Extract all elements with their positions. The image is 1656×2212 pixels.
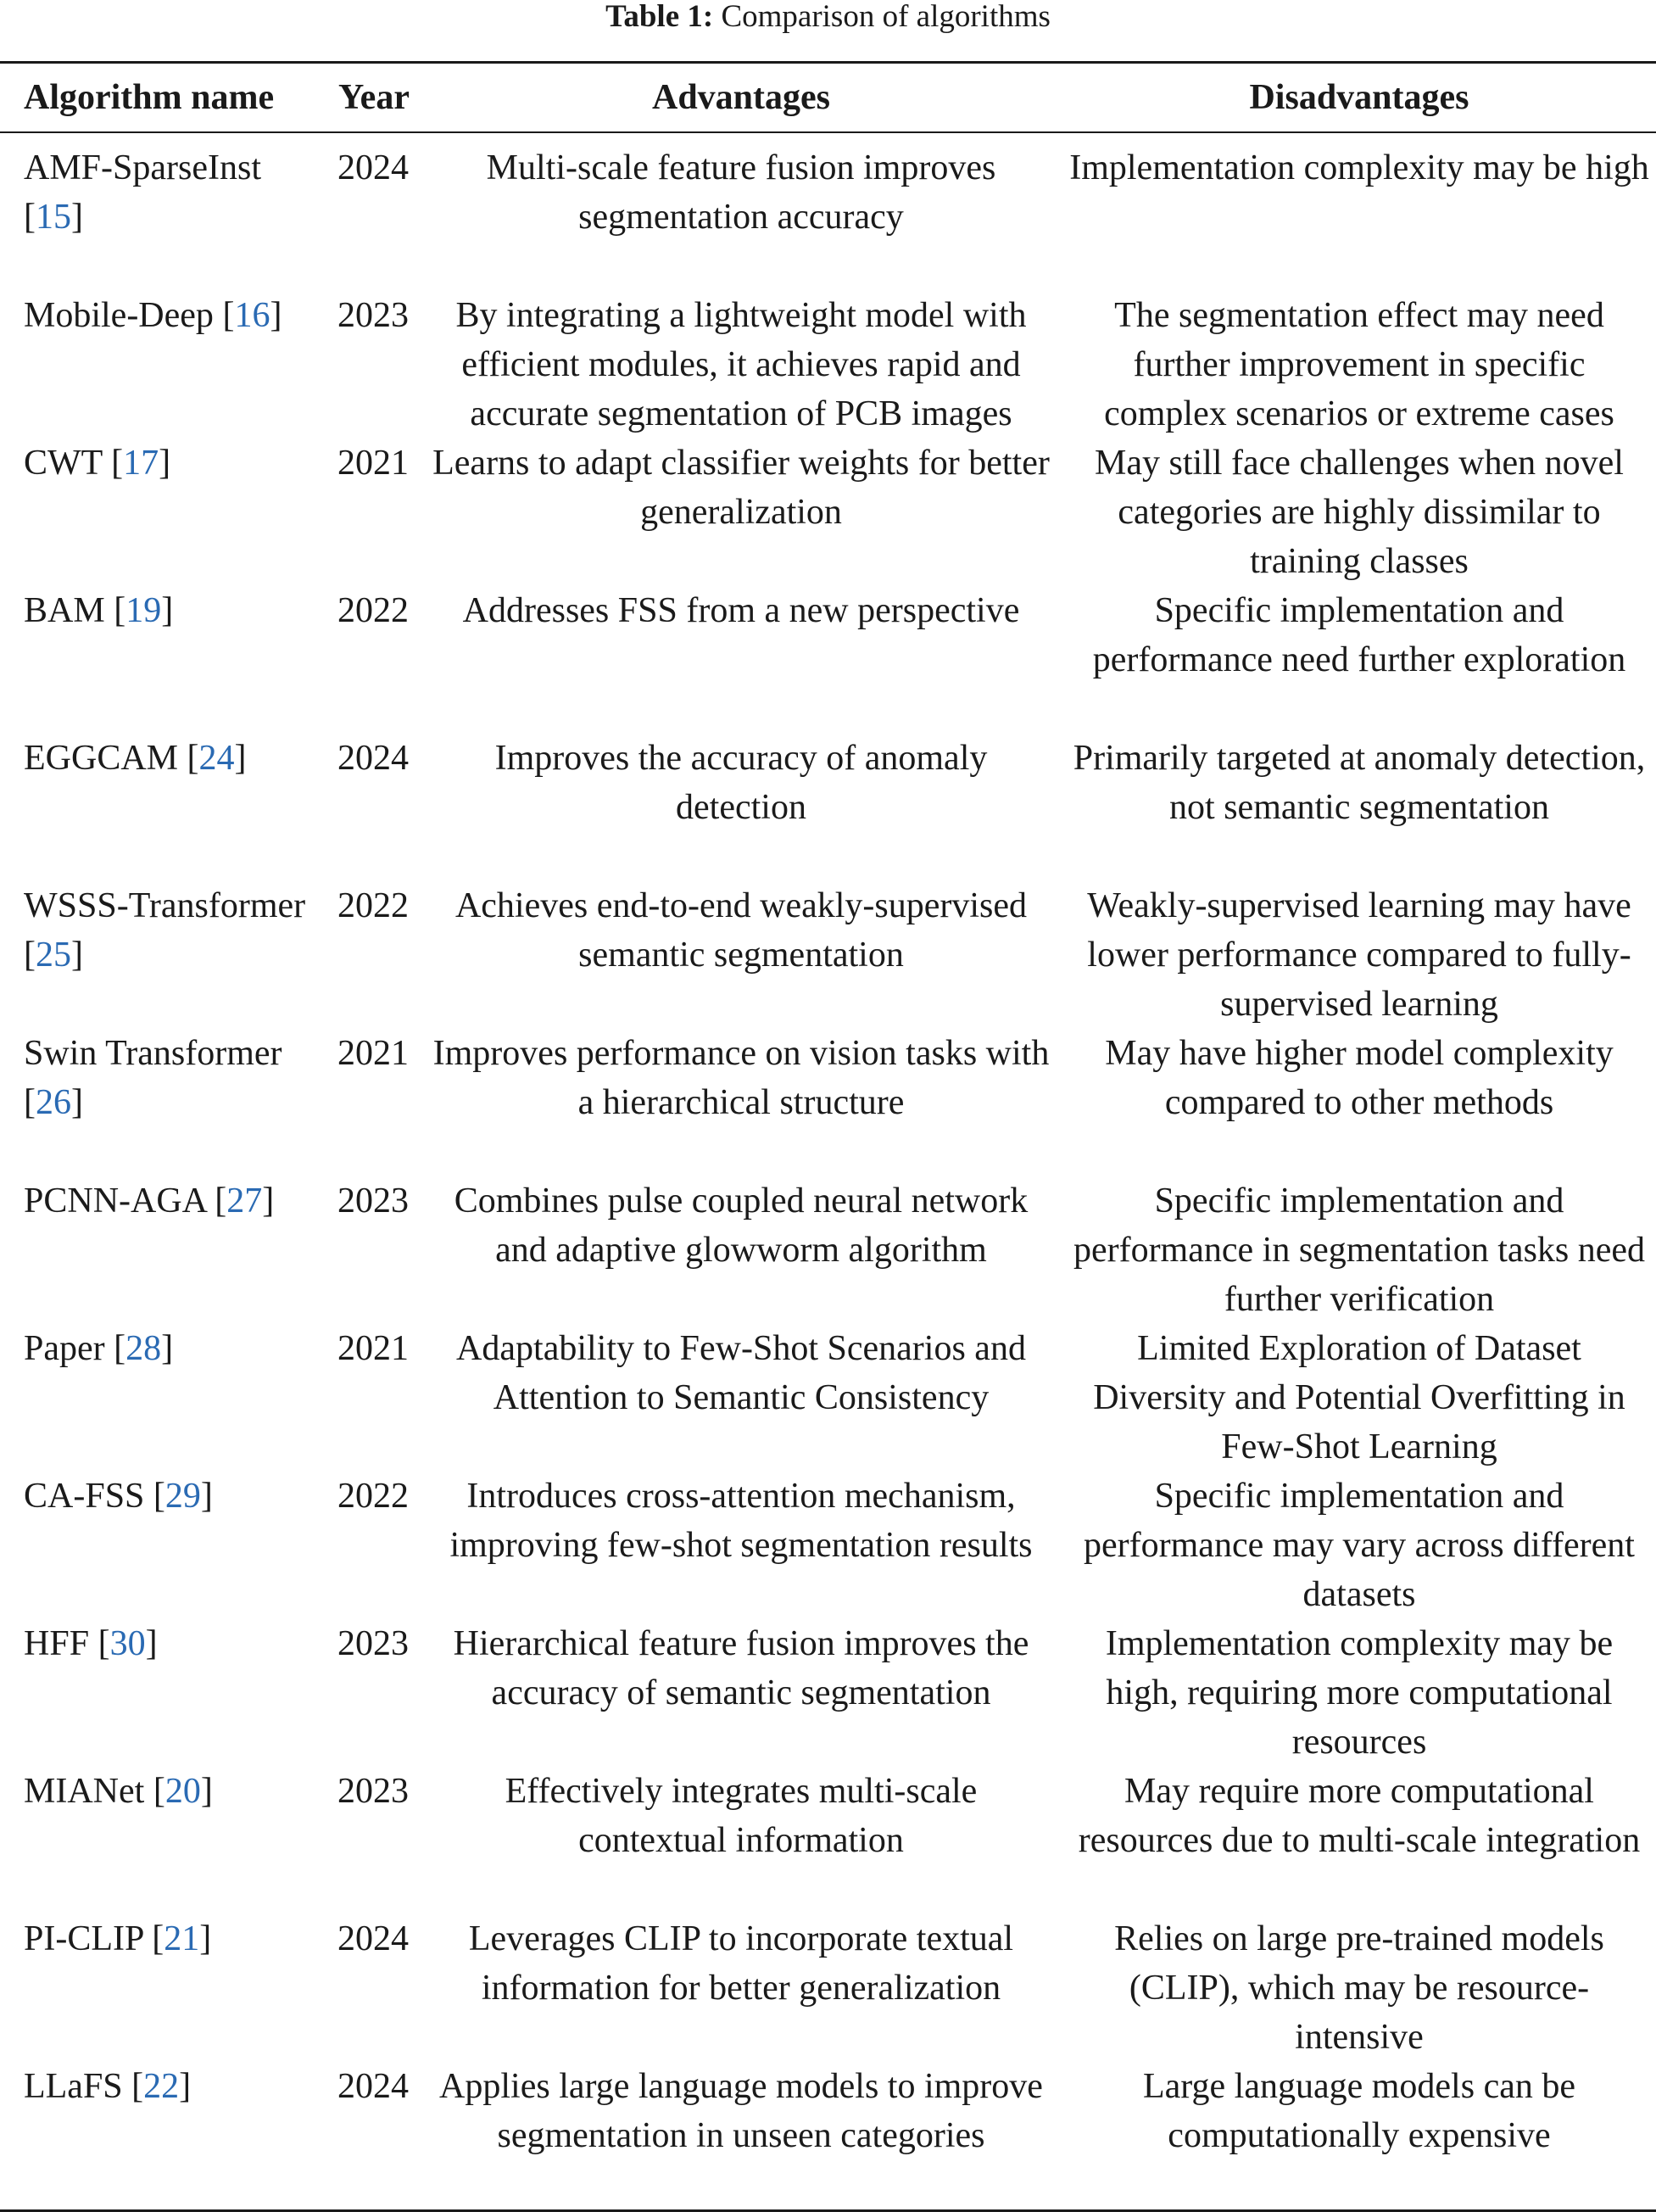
citation-link[interactable]: 16 bbox=[234, 296, 270, 335]
algorithm-name-cell: CWT [17] bbox=[24, 444, 171, 483]
algorithm-name: Swin Transformer bbox=[24, 1034, 282, 1073]
table-caption-label: Table 1: bbox=[605, 0, 714, 34]
table-row bbox=[0, 132, 1656, 291]
disadvantages-cell: Primarily targeted at anomaly detection, not semantic segmentation bbox=[1073, 739, 1646, 827]
algorithm-name-cell: Mobile-Deep [16] bbox=[24, 296, 282, 335]
algorithm-name-cell: Paper [28] bbox=[24, 1329, 174, 1368]
disadvantages-cell: The segmentation effect may need further improvement in specific complex scenarios or extreme cases bbox=[1104, 296, 1614, 433]
header-advantages: Advantages bbox=[651, 78, 831, 117]
citation-link[interactable]: 29 bbox=[164, 1477, 201, 1516]
year-cell: 2024 bbox=[337, 739, 409, 778]
year-cell: 2024 bbox=[337, 2067, 409, 2106]
table-caption-text: Comparison of algorithms bbox=[721, 0, 1051, 34]
comparison-table bbox=[0, 61, 1656, 2212]
algorithm-name: CWT bbox=[24, 444, 103, 483]
citation-link[interactable]: 26 bbox=[36, 1083, 71, 1122]
algorithm-name-cell: WSSS-Transformer [25] bbox=[24, 886, 306, 975]
algorithm-name: Paper bbox=[24, 1329, 105, 1368]
citation-link[interactable]: 19 bbox=[125, 591, 162, 630]
algorithm-name-cell: EGGCAM [24] bbox=[24, 739, 247, 778]
table-row bbox=[0, 2062, 1656, 2211]
advantages-cell: Hierarchical feature fusion improves the accuracy of semantic segmentation bbox=[453, 1624, 1029, 1712]
advantages-cell: Applies large language models to improve segmentation in unseen categories bbox=[439, 2067, 1043, 2155]
disadvantages-cell: Specific implementation and performance in segmentation tasks need further verification bbox=[1073, 1181, 1646, 1319]
citation-link[interactable]: 30 bbox=[109, 1624, 146, 1663]
table-row bbox=[0, 586, 1656, 734]
table-caption bbox=[0, 0, 1656, 37]
disadvantages-cell: Implementation complexity may be high, requiring more computational resources bbox=[1105, 1624, 1614, 1762]
advantages-cell: Combines pulse coupled neural network and adaptive glowworm algorithm bbox=[454, 1181, 1029, 1270]
table-row bbox=[0, 734, 1656, 881]
algorithm-name: MIANet bbox=[24, 1772, 145, 1811]
disadvantages-cell: Limited Exploration of Dataset Diversity and Potential Overfitting in Few-Shot Learning bbox=[1093, 1329, 1625, 1466]
algorithm-name: BAM bbox=[24, 591, 105, 630]
algorithm-name: Mobile-Deep bbox=[24, 296, 214, 335]
algorithm-name: PCNN-AGA bbox=[24, 1181, 206, 1221]
algorithm-name-cell: PI-CLIP [21] bbox=[24, 1919, 212, 1958]
advantages-cell: Addresses FSS from a new perspective bbox=[462, 591, 1020, 630]
year-cell: 2021 bbox=[337, 1329, 409, 1368]
disadvantages-cell: Relies on large pre-trained models (CLIP), which may be resource-intensive bbox=[1114, 1919, 1604, 2057]
table-row bbox=[0, 1472, 1656, 1619]
year-cell: 2021 bbox=[337, 1034, 409, 1073]
table-body bbox=[0, 132, 1656, 2211]
disadvantages-cell: May require more computational resources due to multi-scale integration bbox=[1078, 1772, 1641, 1860]
year-cell: 2023 bbox=[337, 296, 409, 335]
advantages-cell: Leverages CLIP to incorporate textual information for better generalization bbox=[468, 1919, 1014, 2008]
citation-link[interactable]: 21 bbox=[164, 1919, 200, 1958]
algorithm-name-cell: AMF-SparseInst [15] bbox=[24, 148, 261, 237]
year-cell: 2023 bbox=[337, 1624, 409, 1663]
algorithm-name-cell: MIANet [20] bbox=[24, 1772, 213, 1811]
advantages-cell: By integrating a lightweight model with efficient modules, it achieves rapid and accurate segmentation of PCB images bbox=[455, 296, 1027, 433]
advantages-cell: Achieves end-to-end weakly-supervised semantic segmentation bbox=[454, 886, 1028, 975]
year-cell: 2024 bbox=[337, 148, 409, 187]
disadvantages-cell: May still face challenges when novel categories are highly dissimilar to training classes bbox=[1095, 444, 1624, 581]
algorithm-name: PI-CLIP bbox=[24, 1919, 143, 1958]
citation-link[interactable]: 27 bbox=[226, 1181, 263, 1221]
citation-link[interactable]: 22 bbox=[143, 2067, 180, 2106]
algorithm-name-cell: BAM [19] bbox=[24, 591, 174, 630]
citation-link[interactable]: 20 bbox=[164, 1772, 201, 1811]
advantages-cell: Improves performance on vision tasks with a hierarchical structure bbox=[432, 1034, 1050, 1122]
year-cell: 2024 bbox=[337, 1919, 409, 1958]
table-row bbox=[0, 1914, 1656, 2062]
disadvantages-cell: Large language models can be computationally expensive bbox=[1142, 2067, 1575, 2155]
algorithm-name: CA-FSS bbox=[24, 1477, 145, 1516]
year-cell: 2023 bbox=[337, 1181, 409, 1221]
table-row bbox=[0, 1767, 1656, 1914]
year-cell: 2022 bbox=[337, 886, 409, 925]
table-row bbox=[0, 1324, 1656, 1472]
algorithm-name-cell: LLaFS [22] bbox=[24, 2067, 192, 2106]
citation-link[interactable]: 24 bbox=[198, 739, 235, 778]
table-row bbox=[0, 881, 1656, 1029]
table-row bbox=[0, 1029, 1656, 1176]
algorithm-name: LLaFS bbox=[24, 2067, 123, 2106]
algorithm-name: AMF-SparseInst bbox=[24, 148, 261, 187]
algorithm-name-cell: Swin Transformer [26] bbox=[24, 1034, 282, 1122]
advantages-cell: Learns to adapt classifier weights for better generalization bbox=[432, 444, 1050, 532]
disadvantages-cell: Weakly-supervised learning may have lower performance compared to fully-supervised learning bbox=[1087, 886, 1631, 1024]
disadvantages-cell: Specific implementation and performance may vary across different datasets bbox=[1084, 1477, 1635, 1614]
advantages-cell: Effectively integrates multi-scale contextual information bbox=[505, 1772, 978, 1860]
citation-link[interactable]: 15 bbox=[36, 198, 71, 237]
algorithm-name: EGGCAM bbox=[24, 739, 179, 778]
advantages-cell: Improves the accuracy of anomaly detection bbox=[494, 739, 988, 827]
algorithm-name-cell: HFF [30] bbox=[24, 1624, 158, 1663]
citation-link[interactable]: 28 bbox=[125, 1329, 162, 1368]
algorithm-name-cell: PCNN-AGA [27] bbox=[24, 1181, 275, 1221]
table-row bbox=[0, 438, 1656, 586]
table-row bbox=[0, 1176, 1656, 1324]
disadvantages-cell: Specific implementation and performance need further exploration bbox=[1092, 591, 1626, 679]
table-row bbox=[0, 1619, 1656, 1767]
year-cell: 2022 bbox=[337, 591, 409, 630]
header-year: Year bbox=[338, 78, 410, 117]
year-cell: 2021 bbox=[337, 444, 409, 483]
table-header-row bbox=[0, 63, 1656, 133]
disadvantages-cell: Implementation complexity may be high bbox=[1069, 148, 1649, 187]
header-algorithm-name: Algorithm name bbox=[24, 78, 275, 117]
year-cell: 2023 bbox=[337, 1772, 409, 1811]
advantages-cell: Introduces cross-attention mechanism, improving few-shot segmentation results bbox=[449, 1477, 1033, 1565]
algorithm-name: HFF bbox=[24, 1624, 90, 1663]
algorithm-name-cell: CA-FSS [29] bbox=[24, 1477, 213, 1516]
table-row bbox=[0, 291, 1656, 438]
algorithm-name: WSSS-Transformer bbox=[24, 886, 306, 925]
disadvantages-cell: May have higher model complexity compared to other methods bbox=[1105, 1034, 1614, 1122]
citation-link[interactable]: 25 bbox=[36, 936, 71, 975]
citation-link[interactable]: 17 bbox=[123, 444, 159, 483]
advantages-cell: Multi-scale feature fusion improves segmentation accuracy bbox=[486, 148, 996, 237]
advantages-cell: Adaptability to Few-Shot Scenarios and Attention to Semantic Consistency bbox=[456, 1329, 1026, 1417]
header-disadvantages: Disadvantages bbox=[1249, 78, 1469, 117]
year-cell: 2022 bbox=[337, 1477, 409, 1516]
